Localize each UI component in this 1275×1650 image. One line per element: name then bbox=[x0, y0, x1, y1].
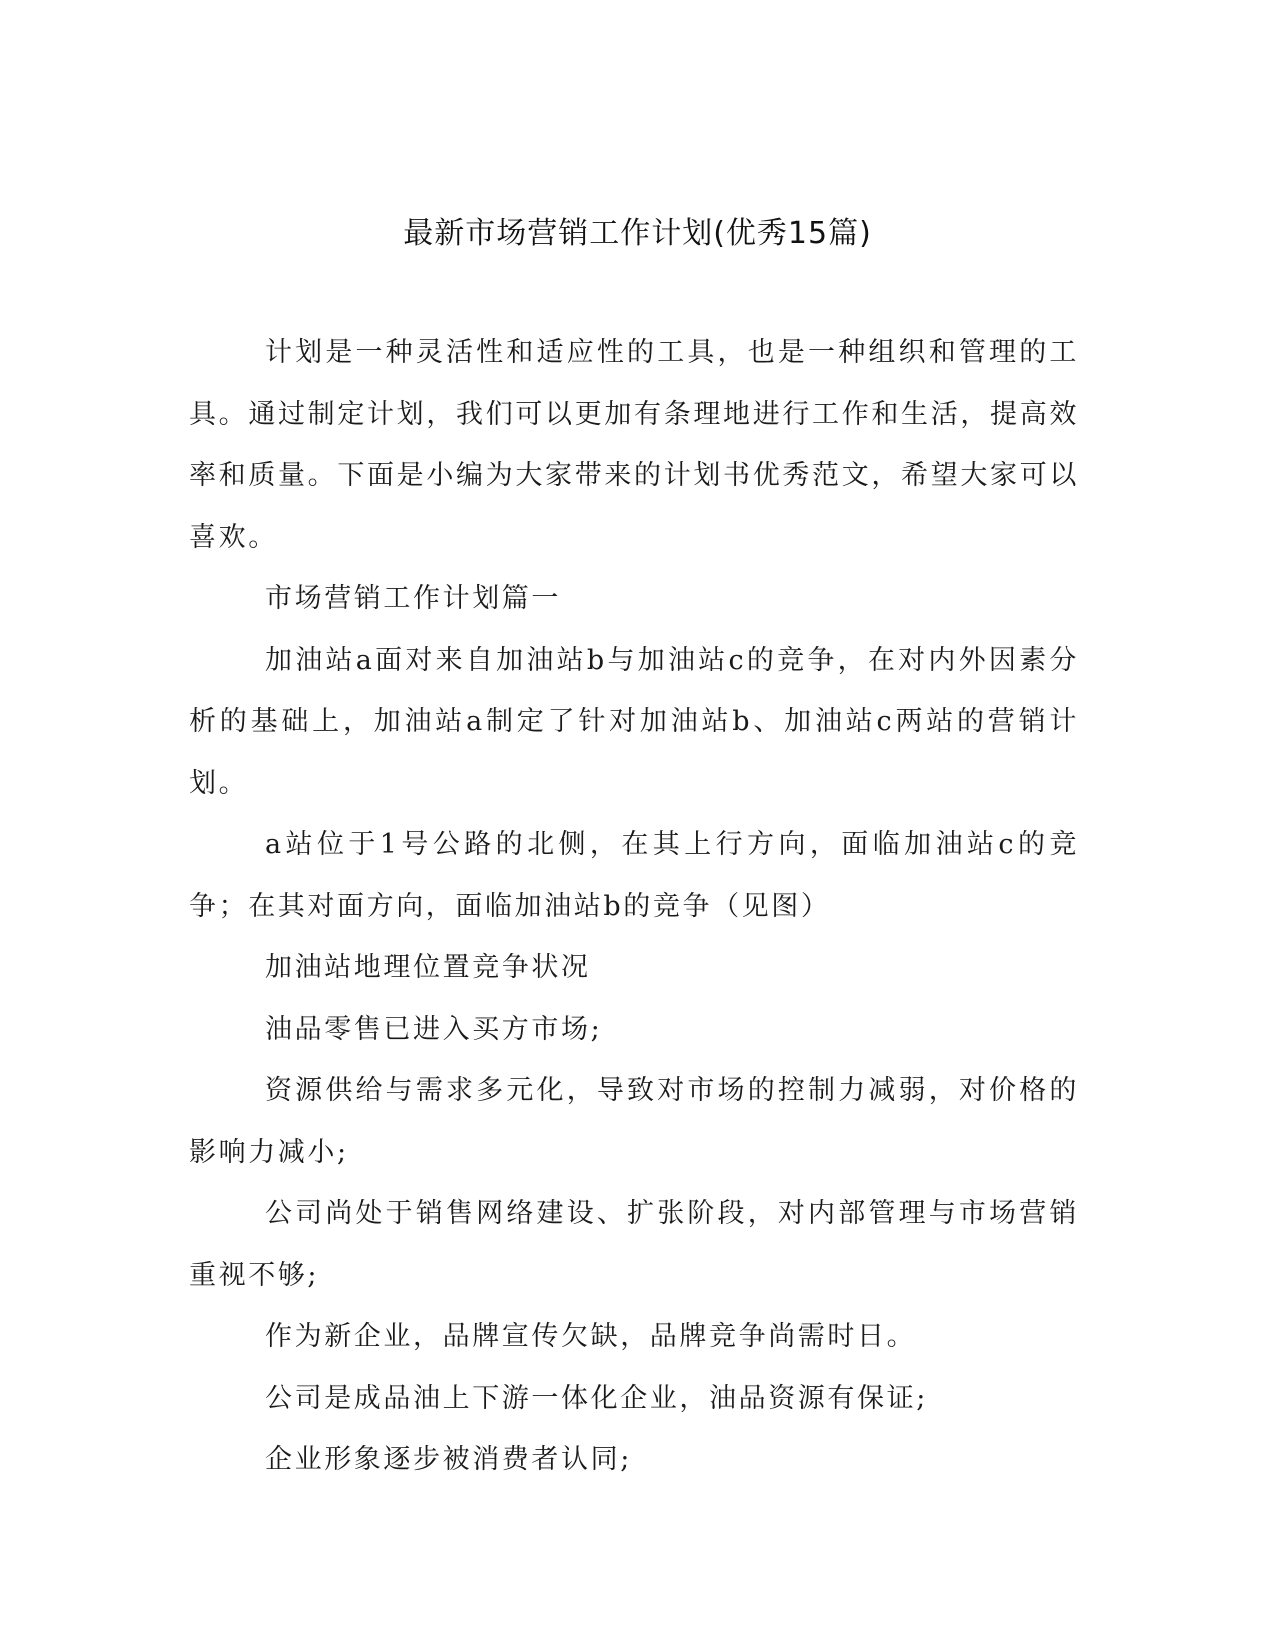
document-body bbox=[189, 322, 1079, 1491]
paragraph: 资源供给与需求多元化，导致对市场的控制力减弱，对价格的影响力减小; bbox=[189, 1075, 1079, 1168]
paragraph-intro: 计划是一种灵活性和适应性的工具，也是一种组织和管理的工具。通过制定计划，我们可以更加有条理地进行工作和生活，提高效率和质量。下面是小编为大家带来的计划书优秀范文，希望大家可以喜欢。 bbox=[189, 337, 1079, 553]
document-title: 最新市场营销工作计划(优秀15篇) bbox=[403, 216, 872, 251]
paragraph: a站位于1号公路的北侧，在其上行方向，面临加油站c的竞争；在其对面方向，面临加油站b的竞争（见图） bbox=[189, 829, 1079, 922]
section-heading: 市场营销工作计划篇一 bbox=[265, 583, 561, 614]
paragraph: 加油站a面对来自加油站b与加油站c的竞争，在对内外因素分析的基础上，加油站a制定了针对加油站b、加油站c两站的营销计划。 bbox=[189, 644, 1079, 799]
paragraph: 加油站地理位置竞争状况 bbox=[265, 952, 591, 983]
paragraph: 作为新企业，品牌宣传欠缺，品牌竞争尚需时日。 bbox=[265, 1321, 917, 1352]
paragraph: 企业形象逐步被消费者认同; bbox=[265, 1444, 632, 1475]
paragraph: 公司尚处于销售网络建设、扩张阶段，对内部管理与市场营销重视不够; bbox=[189, 1198, 1079, 1291]
paragraph: 公司是成品油上下游一体化企业，油品资源有保证; bbox=[265, 1382, 928, 1414]
paragraph: 油品零售已进入买方市场; bbox=[265, 1013, 603, 1045]
